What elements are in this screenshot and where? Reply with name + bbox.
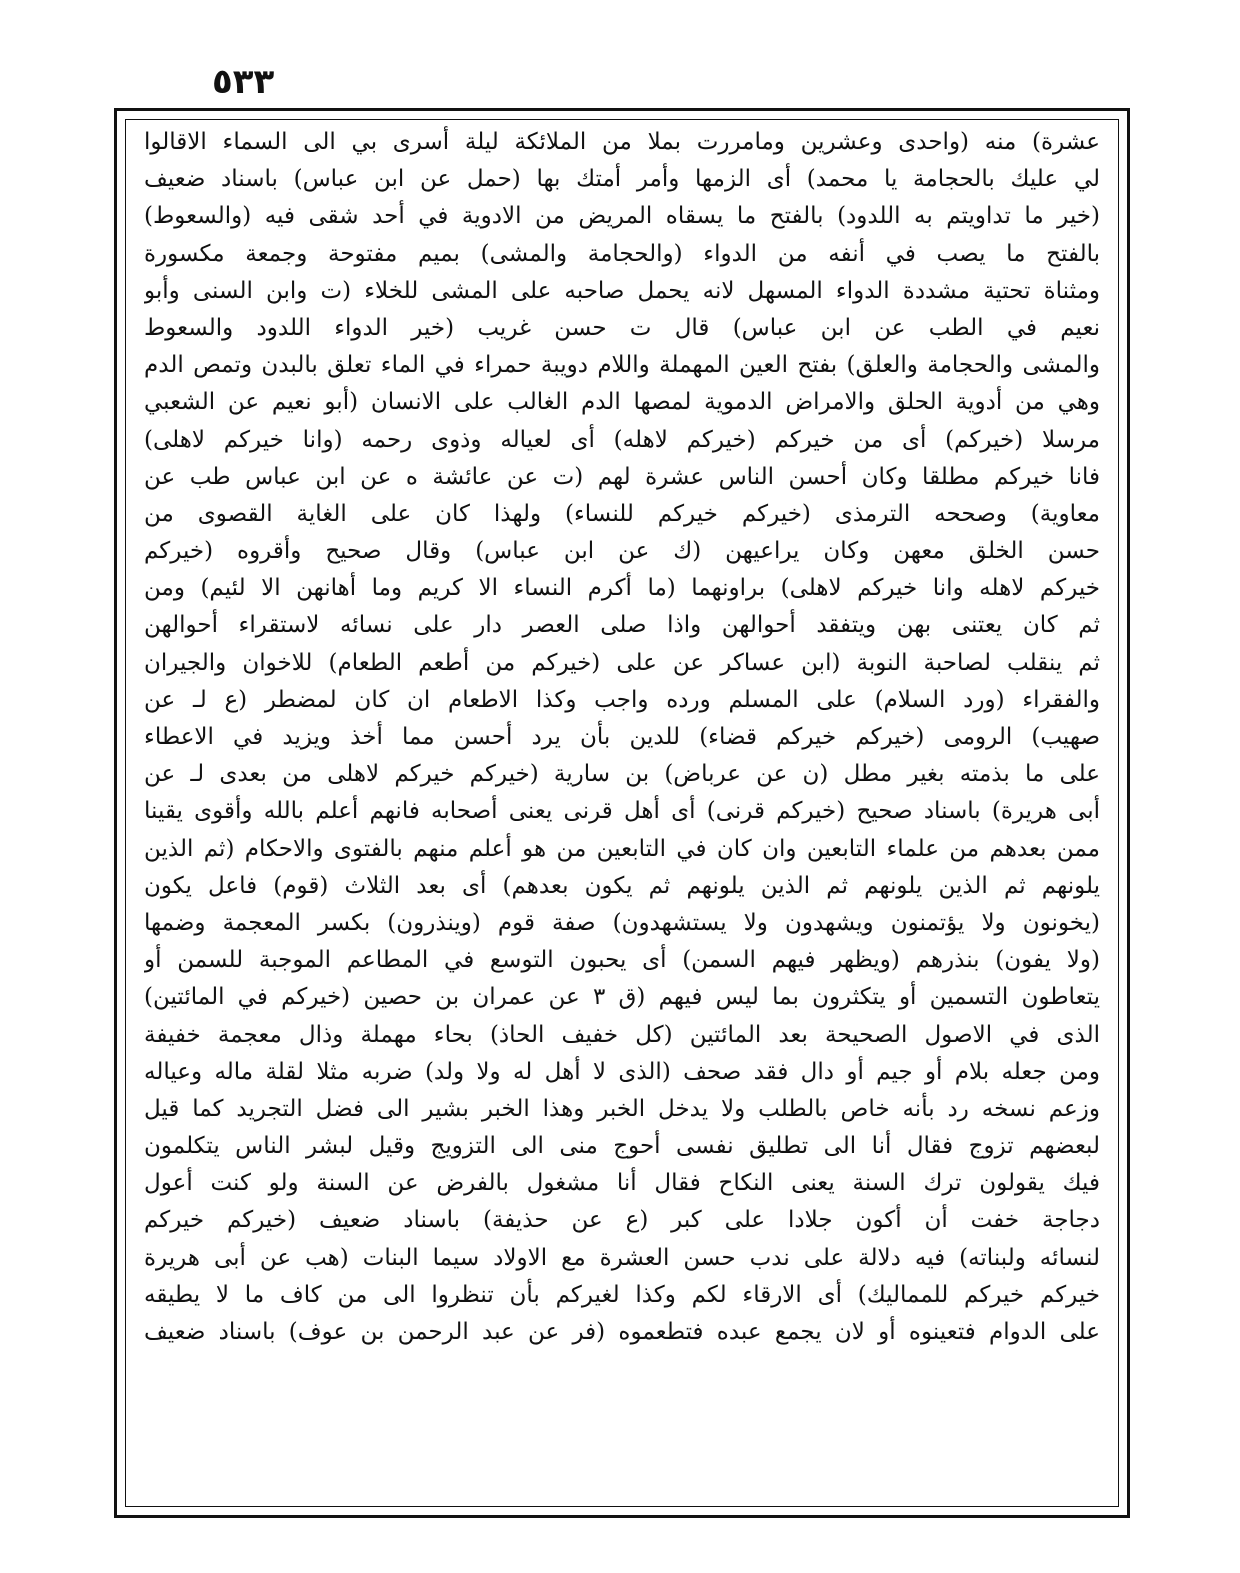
text-line: وهي من أدوية الحلق والامراض الدموية لمصها الدم الغالب على الانسان (أبو نعيم عن الشعبي (144, 389, 1100, 416)
text-line: يلونهم ثم الذين يلونهم ثم الذين يلونهم ثم يكون بعدهم) أى بعد الثلاث (قوم) فاعل يكون (144, 872, 1100, 899)
text-line: خيركم لاهله وانا خيركم لاهلى) براونهما (ما أكرم النساء الا كريم وما أهانهن الا لئيم) ومن (144, 575, 1100, 602)
page-border-outer (114, 108, 1130, 1518)
text-line: وزعم نسخه رد بأنه خاص بالطلب ولا يدخل الخبر وهذا الخبر بشير الى فضل التجريد كما قيل (144, 1095, 1100, 1122)
text-line: ومثناة تحتية مشددة الدواء المسهل لانه يحمل صاحبه على المشى للخلاء (ت وابن السنى وأبو (144, 277, 1100, 304)
commentary-text-block (144, 124, 1100, 1351)
page-border-inner (125, 119, 1119, 1507)
text-line: خيركم خيركم للمماليك) أى الارقاء لكم وكذا لغيركم بأن تنظروا الى من كاف ما لا يطيقه (144, 1281, 1100, 1308)
text-line: على ما بذمته بغير مطل (ن عن عرباض) بن سارية (خيركم خيركم لاهلى من بعدى لـ عن (144, 761, 1100, 788)
text-line: ممن بعدهم من علماء التابعين وان كان في التابعين من هو أعلم منهم بالفتوى والاحكام (ثم الذين (144, 835, 1100, 862)
text-line: نعيم في الطب عن ابن عباس) قال ت حسن غريب (خير الدواء اللدود والسعوط (144, 314, 1100, 341)
page-number: ٥٣٣ (212, 62, 275, 102)
text-line: على الدوام فتعينوه أو لان يجمع عبده فتطعموه (فر عن عبد الرحمن بن عوف) باسناد ضعيف (144, 1319, 1100, 1345)
text-line: لي عليك بالحجامة يا محمد) أى الزمها وأمر أمتك بها (حمل عن ابن عباس) باسناد ضعيف (144, 166, 1100, 193)
text-line: ثم كان يعتنى بهن ويتفقد أحوالهن واذا صلى العصر دار على نسائه لاستقراء أحوالهن (144, 612, 1100, 639)
text-line: فانا خيركم مطلقا وكان أحسن الناس عشرة لهم (ت عن عائشة ه عن ابن عباس طب عن (144, 463, 1100, 490)
text-line: ثم ينقلب لصاحبة النوبة (ابن عساكر عن على (خيركم من أطعم الطعام) للاخوان والجيران (144, 649, 1100, 676)
text-line: والفقراء (ورد السلام) على المسلم ورده واجب وكذا الاطعام ان كان لمضطر (ع لـ عن (144, 686, 1100, 713)
text-line: أبى هريرة) باسناد صحيح (خيركم قرنى) أى أهل قرنى يعنى أصحابه فانهم أعلم بالله وأقوى يقينا (144, 798, 1100, 825)
text-line: بالفتح ما يصب في أنفه من الدواء (والحجامة والمشى) بميم مفتوحة وجمعة مكسورة (144, 240, 1100, 267)
text-line: لنسائه ولبناته) فيه دلالة على ندب حسن العشرة مع الاولاد سيما البنات (هب عن أبى هريرة (144, 1244, 1100, 1271)
text-line: ومن جعله بلام أو جيم أو دال فقد صحف (الذى لا أهل له ولا ولد) ضربه مثلا لقلة ماله وعياله (144, 1058, 1100, 1085)
text-line: (خير ما تداويتم به اللدود) بالفتح ما يسقاه المريض من الادوية في أحد شقى فيه (والسعوط) (144, 203, 1100, 230)
text-line: حسن الخلق معهن وكان يراعيهن (ك عن ابن عباس) وقال صحيح وأقروه (خيركم (144, 538, 1100, 565)
text-line: صهيب) الرومى (خيركم خيركم قضاء) للدين بأن يرد أحسن مما أخذ ويزيد في الاعطاء (144, 724, 1100, 750)
text-line: مرسلا (خيركم) أى من خيركم (خيركم لاهله) أى لعياله وذوى رحمه (وانا خيركم لاهلى) (144, 426, 1100, 453)
text-line: والمشى والحجامة والعلق) بفتح العين المهملة واللام دويبة حمراء في الماء تعلق بالبدن وتمص الدم (144, 352, 1100, 379)
text-line: (يخونون ولا يؤتمنون ويشهدون ولا يستشهدون) صفة قوم (وينذرون) بكسر المعجمة وضمها (144, 909, 1100, 936)
text-line: لبعضهم تزوج فقال أنا الى تطليق نفسى أحوج منى الى التزويج وقيل لبشر الناس يتكلمون (144, 1133, 1100, 1160)
text-line: يتعاطون التسمين أو يتكثرون بما ليس فيهم (ق ٣ عن عمران بن حصين (خيركم في المائتين) (144, 984, 1100, 1011)
text-line: معاوية) وصححه الترمذى (خيركم خيركم للنساء) ولهذا كان على الغاية القصوى من (144, 500, 1100, 527)
text-line: (ولا يفون) بنذرهم (ويظهر فيهم السمن) أى يحبون التوسع في المطاعم الموجبة للسمن أو (144, 947, 1100, 974)
text-line: الذى في الاصول الصحيحة بعد المائتين (كل خفيف الحاذ) بحاء مهملة وذال معجمة خفيفة (144, 1021, 1100, 1048)
text-line: دجاجة خفت أن أكون جلادا على كبر (ع عن حذيفة) باسناد ضعيف (خيركم خيركم (144, 1207, 1100, 1234)
text-line: فيك يقولون ترك السنة يعنى النكاح فقال أنا مشغول بالفرض عن السنة ولو كنت أعول (144, 1170, 1100, 1197)
text-line: عشرة) منه (واحدى وعشرين ومامررت بملا من الملائكة ليلة أسرى بي الى السماء الاقالوا (144, 129, 1100, 155)
